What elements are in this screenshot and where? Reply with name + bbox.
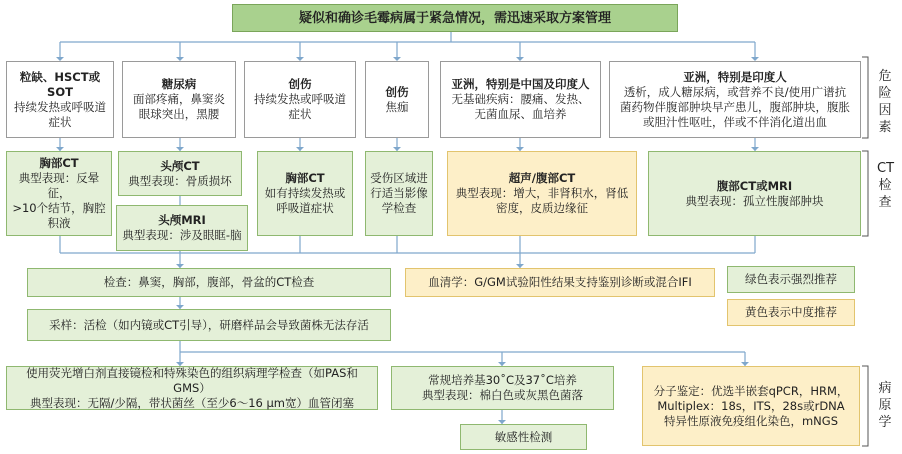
exam-box (27, 268, 391, 297)
side-label-risk-text: 危险因素 (878, 69, 892, 135)
risk-head: 粒缺、HSCT或SOT (19, 69, 101, 99)
molecular-line: Multiplex：18s，ITS，28s或rDNA (657, 398, 845, 413)
side-label-risk (877, 68, 893, 136)
title-text: 疑似和确诊毛霉病属于紧急情况，需迅速采取方案管理 (298, 10, 611, 26)
culture-box (391, 366, 614, 410)
serum-box (405, 268, 715, 297)
exam-text: 检查：鼻窦，胸部，腹部，骨盆的CT检查 (103, 275, 315, 289)
legend-yellow-text: 黄色表示中度推荐 (745, 305, 837, 319)
ct-head: 头颅MRI (158, 213, 206, 227)
ct-line: 学检查 (381, 201, 417, 215)
side-label-pathogen (877, 380, 893, 431)
ct-head: 腹部CT或MRI (716, 178, 793, 193)
ct-line: 呼吸道症状 (276, 201, 334, 215)
risk-head: 亚洲，特别是印度人 (683, 69, 787, 84)
ct-box-chest-trauma (257, 151, 353, 236)
ct-box-head-mri (116, 205, 248, 251)
legend-green-text: 绿色表示强烈推荐 (745, 272, 837, 286)
ct-head: 超声/腹部CT (508, 171, 576, 185)
risk-line: 眼球突出，黑腰 (138, 107, 220, 121)
ct-box-chest (6, 151, 112, 236)
risk-line: 面部疼痛，鼻窦炎 (133, 92, 225, 106)
culture-line: 典型表现：棉白色或灰黑色菌落 (422, 388, 583, 402)
risk-line: 焦痂 (385, 99, 409, 114)
risk-line: 症状 (48, 114, 72, 129)
risk-head: 创伤 (385, 84, 409, 99)
side-label-ct (877, 160, 893, 211)
risk-box-asia-china-india (440, 61, 601, 138)
ct-line: 行适当影像 (370, 186, 428, 200)
histopathology-line: 典型表现：无隔/少隔，带状菌丝（至少6～16 μm宽）血管闭塞 (30, 395, 354, 410)
serum-text: 血清学：G/GM试验阳性结果支持鉴别诊断或混合IFI (428, 275, 692, 289)
molecular-box (642, 366, 860, 446)
risk-box-trauma-fever (244, 61, 356, 138)
ct-box-abdomen (648, 151, 861, 236)
culture-line: 常规培养基30˚C及37˚C培养 (428, 373, 577, 387)
risk-line: 持续发热或呼吸道 (254, 92, 346, 106)
ct-box-imaging (365, 151, 433, 236)
side-label-pathogen-text: 病原学 (878, 381, 892, 430)
ct-box-head-ct (118, 151, 242, 196)
ct-head: 胸部CT (285, 171, 325, 185)
ct-line: >10个结节，胸腔 (12, 201, 106, 215)
molecular-line: 特异性原液免疫组化染色，mNGS (663, 413, 838, 428)
risk-line: 持续发热或呼吸道 (14, 99, 106, 114)
risk-line: 或胆汁性呕吐，伴或不伴消化道出血 (643, 114, 827, 129)
ct-line: 受伤区域进 (370, 171, 428, 185)
sampling-box (27, 309, 391, 341)
risk-line: 无菌血尿、血培养 (474, 107, 567, 121)
ct-line: 密度，皮质边缘征 (496, 201, 588, 215)
histopathology-line: 使用荧光增白剂直接镜检和特殊染色的组织病理学检查（如PAS和GMS） (26, 365, 358, 395)
ct-head: 头颅CT (160, 158, 200, 173)
risk-line: 症状 (288, 107, 312, 121)
ct-head: 胸部CT (39, 156, 79, 170)
ct-line: 如有持续发热或 (264, 186, 346, 200)
risk-box-diabetes (122, 61, 236, 138)
side-label-ct-text: CT检查 (877, 161, 895, 210)
ct-line: 典型表现：骨质损坏 (128, 173, 232, 188)
page-title (232, 4, 678, 32)
ct-line: 典型表现：孤立性腹部肿块 (685, 193, 824, 208)
risk-box-asia-india (609, 61, 861, 138)
risk-line: 透析，成人糖尿病，或营养不良/使用广谱抗 (623, 84, 847, 99)
risk-line: 菌药物伴腹部肿块早产患儿，腹部肿块，腹胀 (620, 99, 850, 114)
susceptibility-box (460, 424, 587, 450)
susceptibility-text: 敏感性检测 (494, 429, 553, 444)
ct-line: 典型表现：涉及眼眶-脑 (122, 228, 242, 242)
sampling-text: 采样：活检（如内镜或CT引导），研磨样品会导致菌株无法存活 (49, 317, 369, 332)
risk-box-trauma-eschar (365, 61, 429, 138)
legend-green (727, 266, 855, 293)
ct-box-ultrasound (447, 151, 637, 236)
risk-head: 糖尿病 (161, 77, 197, 91)
ct-line: 典型表现：增大，非肾积水，肾低 (455, 186, 629, 200)
molecular-line: 分子鉴定：优选半嵌套qPCR，HRM， (653, 383, 849, 398)
histopathology-box (6, 366, 378, 410)
risk-box-neutropenia (6, 61, 114, 138)
ct-line: 典型表现：反晕征， (18, 171, 100, 200)
risk-head: 创伤 (288, 77, 312, 91)
risk-head: 亚洲，特别是中国及印度人 (451, 77, 590, 91)
legend-yellow (727, 299, 855, 326)
risk-line: 无基础疾病：腰痛、发热、 (451, 92, 590, 106)
ct-line: 积液 (47, 216, 71, 230)
